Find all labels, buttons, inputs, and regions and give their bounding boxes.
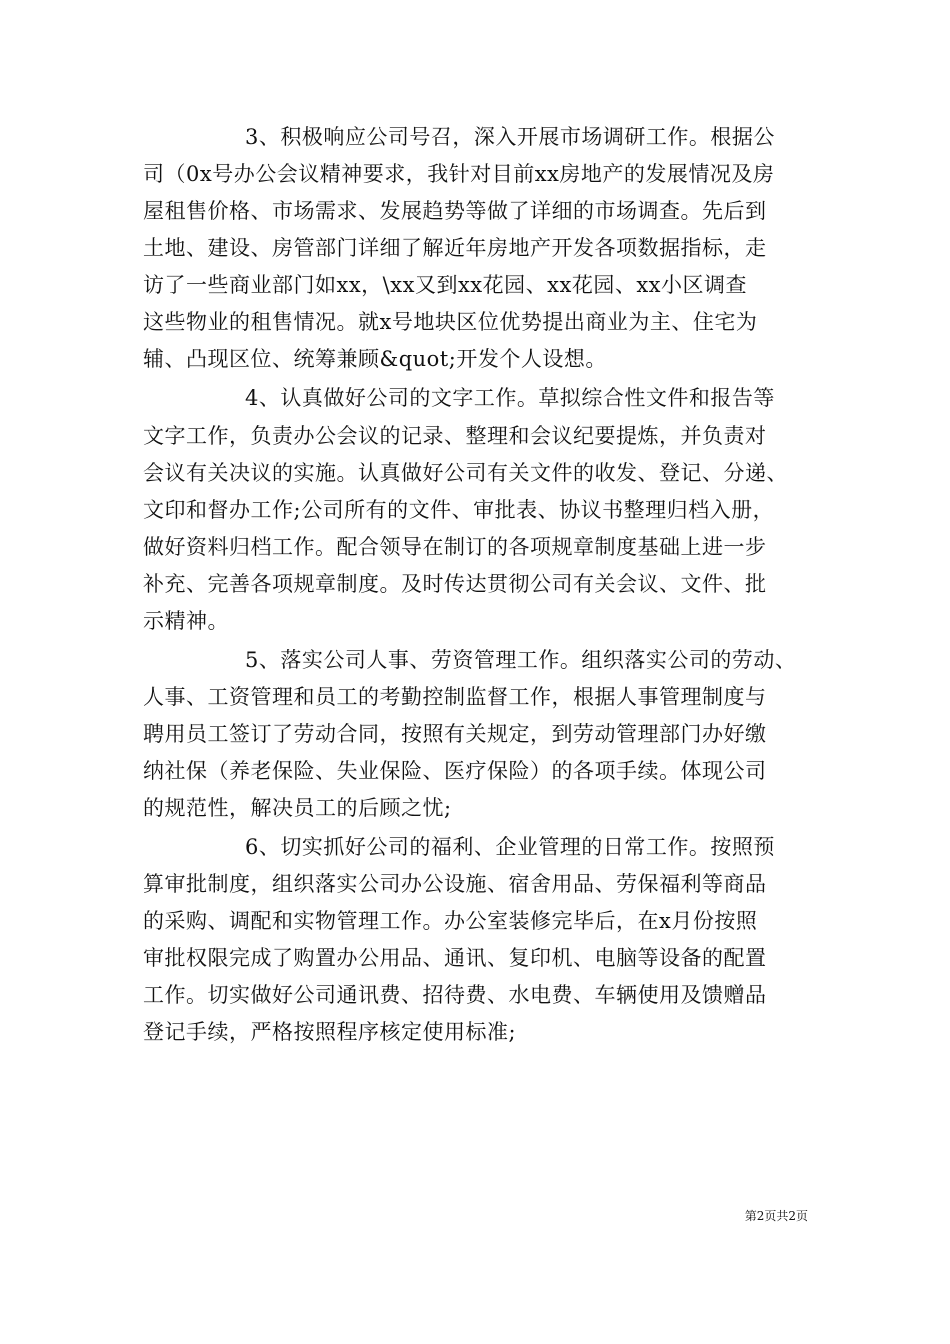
paragraph-line: 聘用员工签订了劳动合同，按照有关规定，到劳动管理部门办好缴 — [143, 722, 767, 746]
page-number-footer: 第2页共2页 — [744, 1209, 808, 1223]
paragraph-line: 的采购、调配和实物管理工作。办公室装修完毕后，在x月份按照 — [143, 909, 758, 933]
paragraph-line: 算审批制度，组织落实公司办公设施、宿舍用品、劳保福利等商品 — [143, 872, 767, 896]
paragraph-line: 审批权限完成了购置办公用品、通讯、复印机、电脑等设备的配置 — [143, 946, 767, 970]
paragraph-line: 示精神。 — [143, 609, 229, 633]
paragraph-line: 补充、完善各项规章制度。及时传达贯彻公司有关会议、文件、批 — [143, 572, 767, 596]
paragraph-line: 文印和督办工作;公司所有的文件、审批表、协议书整理归档入册， — [143, 498, 775, 522]
paragraph-line: 4、认真做好公司的文字工作。草拟综合性文件和报告等 — [245, 386, 775, 410]
paragraph-line: 6、切实抓好公司的福利、企业管理的日常工作。按照预 — [245, 835, 775, 859]
paragraph-line: 的规范性，解决员工的后顾之忧; — [143, 796, 452, 820]
paragraph-line: 工作。切实做好公司通讯费、招待费、水电费、车辆使用及馈赠品 — [143, 983, 767, 1007]
paragraph-line: 司（0x号办公会议精神要求，我针对目前xx房地产的发展情况及房 — [143, 162, 775, 186]
paragraph-line: 人事、工资管理和员工的考勤控制监督工作，根据人事管理制度与 — [143, 685, 767, 709]
paragraph-line: 这些物业的租售情况。就x号地块区位优势提出商业为主、住宅为 — [143, 310, 758, 334]
paragraph-line: 会议有关决议的实施。认真做好公司有关文件的收发、登记、分递、 — [143, 461, 788, 485]
paragraph-line: 屋租售价格、市场需求、发展趋势等做了详细的市场调查。先后到 — [143, 199, 767, 223]
paragraph-line: 土地、建设、房管部门详细了解近年房地产开发各项数据指标，走 — [143, 236, 767, 260]
paragraph-line: 3、积极响应公司号召，深入开展市场调研工作。根据公 — [245, 125, 775, 149]
paragraph-line: 5、落实公司人事、劳资管理工作。组织落实公司的劳动、 — [245, 648, 797, 672]
paragraph-line: 做好资料归档工作。配合领导在制订的各项规章制度基础上进一步 — [143, 535, 767, 559]
paragraph-line: 访了一些商业部门如xx，\xx又到xx花园、xx花园、xx小区调查 — [143, 273, 748, 297]
paragraph-line: 文字工作，负责办公会议的记录、整理和会议纪要提炼，并负责对 — [143, 424, 767, 448]
paragraph-line: 纳社保（养老保险、失业保险、医疗保险）的各项手续。体现公司 — [143, 759, 767, 783]
paragraph-line: 登记手续，严格按照程序核定使用标准; — [143, 1020, 517, 1044]
paragraph-line: 辅、凸现区位、统筹兼顾&quot;开发个人设想。 — [143, 347, 607, 371]
